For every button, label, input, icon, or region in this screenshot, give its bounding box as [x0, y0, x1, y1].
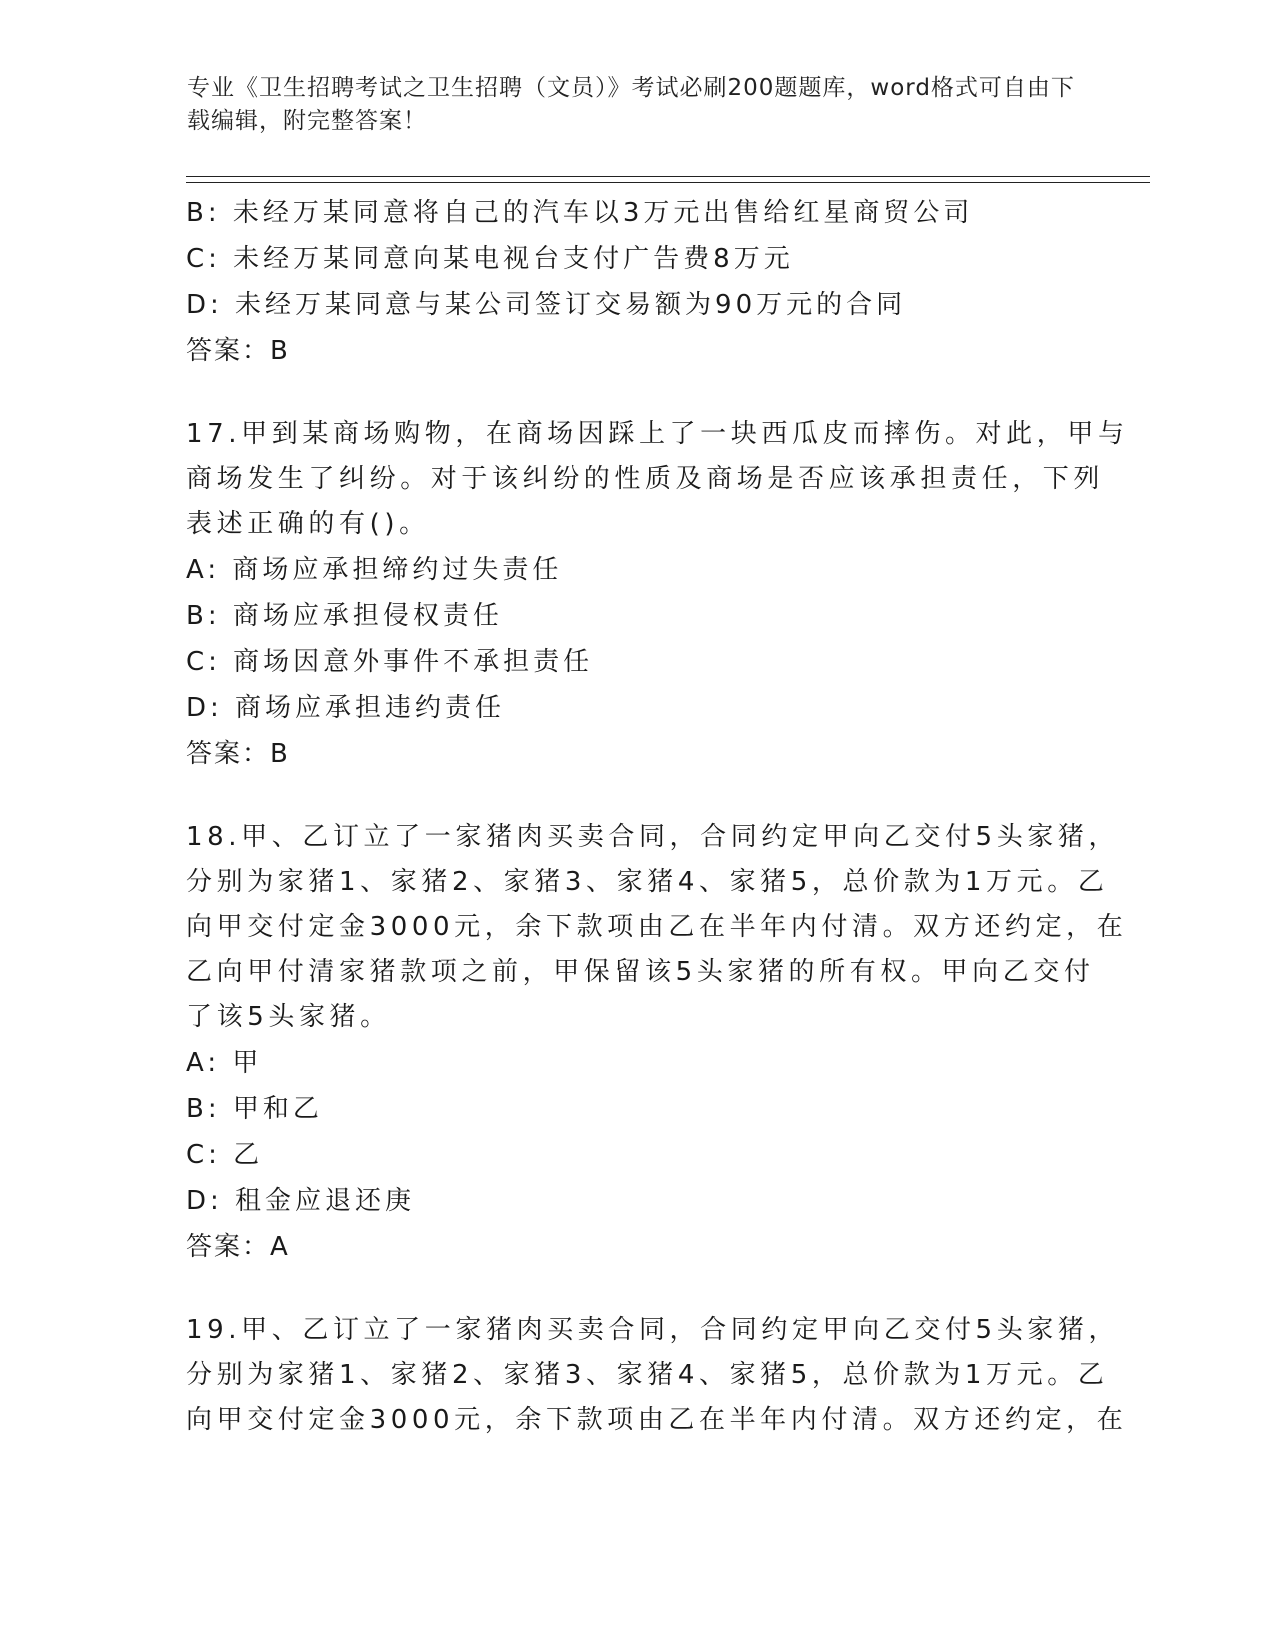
- question-stem-line: 乙向甲付清家猪款项之前，甲保留该5头家猪的所有权。甲向乙交付: [186, 957, 1095, 987]
- question-stem-line: 18.甲、乙订立了一家猪肉买卖合同，合同约定甲向乙交付5头家猪，: [186, 822, 1120, 852]
- question-stem-line: 19.甲、乙订立了一家猪肉买卖合同，合同约定甲向乙交付5头家猪，: [186, 1315, 1120, 1345]
- option-a: A: 甲: [186, 1048, 263, 1078]
- option-c: C: 商场因意外事件不承担责任: [186, 647, 594, 677]
- question-stem-line: 了该5头家猪。: [186, 1002, 391, 1032]
- option-d: D: 商场应承担违约责任: [186, 693, 506, 723]
- question-stem-line: 商场发生了纠纷。对于该纠纷的性质及商场是否应该承担责任，下列: [186, 464, 1105, 494]
- option-c: C: 乙: [186, 1140, 264, 1170]
- question-18: [186, 815, 1128, 1270]
- question-16-continued: [186, 190, 1086, 374]
- document-title: 专业《卫生招聘考试之卫生招聘（文员）》考试必刷200题题库，word格式可自由下载编辑，附完整答案！: [187, 75, 1075, 134]
- answer-line: 答案：B: [186, 336, 290, 366]
- question-stem-line: 向甲交付定金3000元，余下款项由乙在半年内付清。双方还约定，在: [186, 1405, 1128, 1435]
- answer-line: 答案：A: [186, 1232, 290, 1262]
- question-stem-line: 分别为家猪1、家猪2、家猪3、家猪4、家猪5，总价款为1万元。乙: [186, 1360, 1109, 1390]
- question-stem-line: 表述正确的有()。: [186, 509, 430, 539]
- option-a: A: 商场应承担缔约过失责任: [186, 555, 563, 585]
- question-content: [186, 190, 1129, 1443]
- question-stem-line: 向甲交付定金3000元，余下款项由乙在半年内付清。双方还约定，在: [186, 912, 1128, 942]
- question-stem-line: 17.甲到某商场购物，在商场因踩上了一块西瓜皮而摔伤。对此，甲与: [186, 419, 1129, 449]
- answer-line: 答案：B: [186, 739, 290, 769]
- spacer: [186, 777, 1086, 815]
- option-b: B: 甲和乙: [186, 1094, 323, 1124]
- question-19: [186, 1308, 1128, 1443]
- question-17: [186, 412, 1129, 777]
- option-b: B: 未经万某同意将自己的汽车以3万元出售给红星商贸公司: [186, 198, 974, 228]
- option-d: D: 未经万某同意与某公司签订交易额为90万元的合同: [186, 290, 907, 320]
- document-header: [187, 72, 1087, 138]
- option-b: B: 商场应承担侵权责任: [186, 601, 503, 631]
- option-d: D: 租金应退还庚: [186, 1186, 416, 1216]
- spacer: [186, 1270, 1086, 1308]
- option-c: C: 未经万某同意向某电视台支付广告费8万元: [186, 244, 794, 274]
- spacer: [186, 374, 1086, 412]
- question-stem-line: 分别为家猪1、家猪2、家猪3、家猪4、家猪5，总价款为1万元。乙: [186, 867, 1109, 897]
- header-divider: [186, 176, 1150, 183]
